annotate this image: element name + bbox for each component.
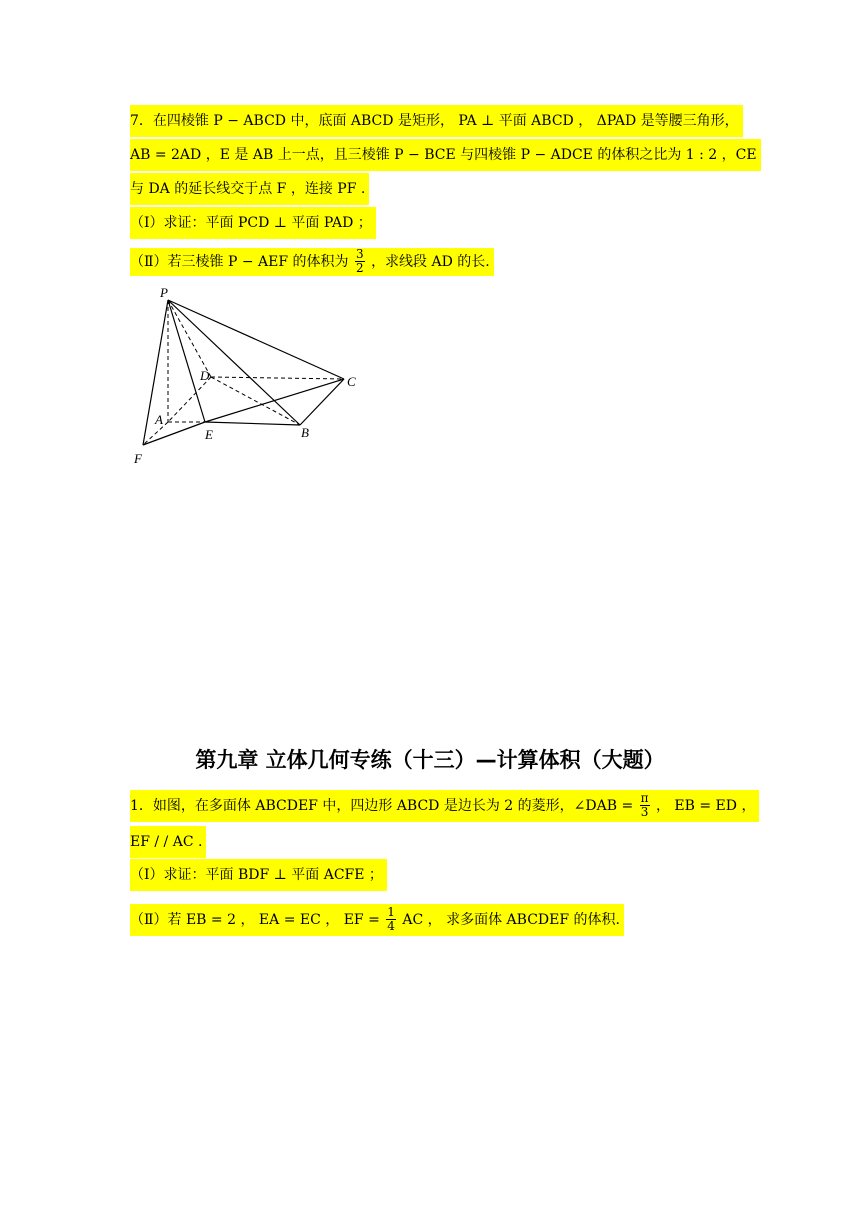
label-F: F (134, 451, 142, 466)
label-D: D (200, 368, 210, 383)
fraction-pi-over-three: $\frac{\pi}{3}$ (640, 791, 649, 819)
label-P: P (160, 285, 168, 300)
edge-DA (168, 377, 211, 422)
label-E: E (205, 427, 213, 442)
problem1-text-line2: EF / / AC . (130, 833, 206, 851)
problem7-text-line2: AB = 2AD ，E 是 AB 上一点，且三棱锥 P − BCE 与四棱锥 P − ADCE 的体积之比为 1 : 2 ，CE (130, 146, 761, 164)
problem7-part2-highlight: （Ⅱ）若三棱锥 P − AEF 的体积为 $\frac{3}{2}$ ，求线段 AD 的长. (130, 248, 494, 276)
problem1-line1-highlight: 1．如图，在多面体 ABCDEF 中，四边形 ABCD 是边长为 2 的菱形，∠DAB = $\frac{\pi}{3}$ ， EB = ED ， (130, 790, 759, 822)
problem7-part2 (130, 248, 494, 275)
edge-PB (168, 300, 300, 425)
label-C: C (347, 374, 356, 389)
problem1-part1: （Ⅰ）求证：平面 BDF ⊥ 平面 ACFE ； (130, 866, 387, 884)
edge-FE (143, 422, 205, 445)
fraction-three-halves: $\frac{3}{2}$ (355, 247, 364, 275)
edge-PC (168, 300, 344, 379)
chapter-heading: 第九章 立体几何专练（十三）—计算体积（大题） (195, 748, 665, 772)
problem1-part2 (130, 906, 624, 933)
edge-EB (205, 422, 300, 425)
fraction-one-quarter: $\frac{1}{4}$ (387, 905, 395, 933)
label-B: B (301, 425, 309, 440)
edge-PD (168, 300, 211, 377)
problem7-text-line1: 7．在四棱锥 P − ABCD 中，底面 ABCD 是矩形， PA ⊥ 平面 ABCD ， ΔPAD 是等腰三角形， (130, 112, 743, 130)
edge-DB (211, 377, 300, 425)
edge-DC (211, 377, 344, 379)
problem1-text-line1 (130, 792, 759, 819)
pyramid-figure (125, 282, 375, 472)
problem1-part2-highlight: （Ⅱ）若 EB = 2 ， EA = EC ， EF = $\frac{1}{4}$ AC ， 求多面体 ABCDEF 的体积. (130, 904, 624, 936)
problem7-text-line3: 与 DA 的延长线交于点 F ，连接 PF . (130, 180, 369, 198)
problem7-part1: （Ⅰ）求证：平面 PCD ⊥ 平面 PAD ； (130, 214, 376, 232)
label-A: A (155, 412, 163, 427)
